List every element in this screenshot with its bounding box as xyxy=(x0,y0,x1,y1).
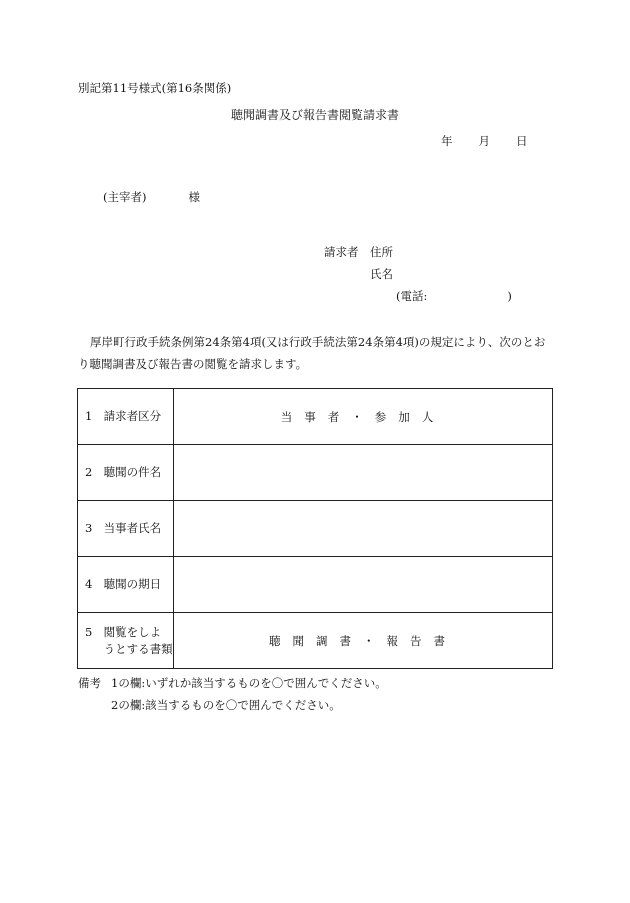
date-day: 日 xyxy=(516,134,528,148)
table-row xyxy=(78,501,553,557)
addressee xyxy=(103,189,200,205)
body-text: 厚岸町行政手続条例第24条第4項(又は行政手続法第24条第4項)の規定により、次のとおり聴聞調書及び報告書の閲覧を請求します。 xyxy=(78,335,546,371)
row-label: 3 当事者氏名 xyxy=(78,501,174,557)
phone-line xyxy=(396,288,512,304)
date-month: 月 xyxy=(478,134,490,148)
date-year: 年 xyxy=(441,134,453,148)
remarks-heading: 備考 xyxy=(78,676,101,690)
hearing-date-field[interactable] xyxy=(174,557,553,613)
remarks-line-2: 2の欄:該当するものを〇で囲んでください。 xyxy=(111,698,341,712)
phone-close: ) xyxy=(507,289,512,303)
table-row xyxy=(78,445,553,501)
row-label: 5 閲覧をしよ うとする書類 xyxy=(78,613,174,669)
row-label: 2 聴聞の件名 xyxy=(78,445,174,501)
name-label: 氏名 xyxy=(370,267,393,281)
address-label: 住所 xyxy=(370,245,393,259)
addressee-role: (主宰者) xyxy=(103,190,147,204)
request-table xyxy=(77,388,553,669)
hearing-subject-field[interactable] xyxy=(174,445,553,501)
document-type-value: 聴聞調書・報告書 xyxy=(174,613,553,669)
row-label: 4 聴聞の期日 xyxy=(78,557,174,613)
table-row xyxy=(78,557,553,613)
party-name-field[interactable] xyxy=(174,501,553,557)
table-row xyxy=(78,613,553,669)
document-title: 聴聞調書及び報告書閲覧請求書 xyxy=(230,108,399,122)
remarks-line-1: 備考 1の欄:いずれか該当するものを〇で囲んでください。 xyxy=(78,676,387,690)
addressee-honorific: 様 xyxy=(188,190,200,204)
date-line xyxy=(441,133,528,149)
requester-label: 請求者 xyxy=(324,245,359,259)
phone-open: (電話: xyxy=(396,289,428,303)
requester-category-value: 当事者・参加人 xyxy=(174,389,553,445)
form-number: 別記第11号様式(第16条関係) xyxy=(78,81,232,95)
row-label: 1 請求者区分 xyxy=(78,389,174,445)
table-row xyxy=(78,389,553,445)
